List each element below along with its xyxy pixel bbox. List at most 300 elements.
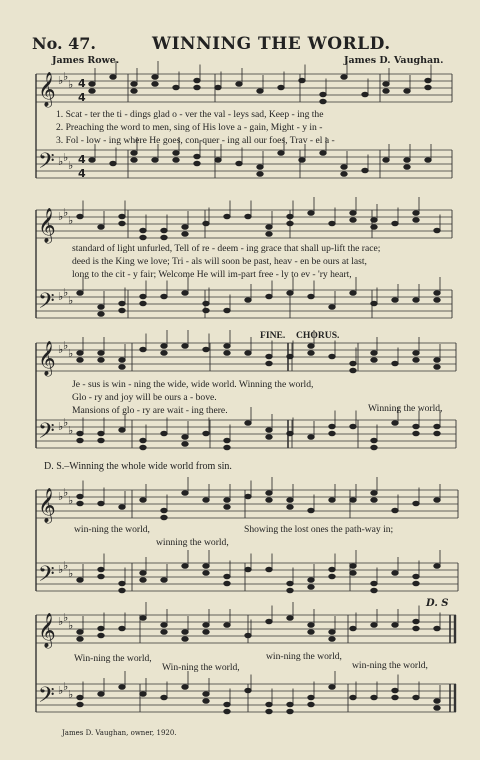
note-head bbox=[287, 431, 294, 436]
note-head bbox=[77, 494, 84, 499]
svg-text:♭: ♭ bbox=[63, 680, 69, 693]
note-head bbox=[203, 308, 210, 313]
svg-text:♭: ♭ bbox=[68, 347, 74, 360]
note-head bbox=[266, 294, 273, 299]
copyright-footer: James D. Vaughan, owner, 1920. bbox=[62, 729, 177, 737]
note-head bbox=[98, 626, 105, 631]
system2-verse3-lyric: long to the cit - y fair; Welcome He will im-part free - ly to ev - 'ry heart, bbox=[72, 269, 352, 280]
note-head bbox=[413, 626, 420, 631]
note-head bbox=[161, 508, 168, 513]
svg-text:♭: ♭ bbox=[63, 151, 69, 164]
note-head bbox=[77, 291, 84, 296]
note-head bbox=[434, 291, 441, 296]
note-head bbox=[404, 165, 411, 170]
note-head bbox=[371, 588, 378, 593]
composer-credit: James D. Vaughan. bbox=[344, 55, 444, 66]
note-head bbox=[98, 574, 105, 579]
note-head bbox=[371, 438, 378, 443]
note-head bbox=[182, 225, 189, 230]
note-head bbox=[434, 298, 441, 303]
svg-text:♭: ♭ bbox=[68, 159, 74, 172]
note-head bbox=[194, 78, 201, 83]
note-head bbox=[413, 218, 420, 223]
note-head bbox=[350, 626, 357, 631]
note-head bbox=[299, 158, 306, 163]
note-head bbox=[119, 221, 126, 226]
note-head bbox=[392, 623, 399, 628]
system5-line2b-lyric: win-ning the world, bbox=[352, 660, 428, 671]
note-head bbox=[140, 616, 147, 621]
svg-text:♭: ♭ bbox=[63, 611, 69, 624]
svg-text:♭: ♭ bbox=[58, 490, 64, 503]
note-head bbox=[434, 498, 441, 503]
bass-clef-icon: 𝄢 bbox=[38, 562, 55, 592]
system1-treble-staff bbox=[36, 74, 452, 102]
note-head bbox=[434, 699, 441, 704]
note-head bbox=[287, 291, 294, 296]
note-head bbox=[140, 294, 147, 299]
note-head bbox=[308, 294, 315, 299]
note-head bbox=[383, 89, 390, 94]
note-head bbox=[413, 581, 420, 586]
note-head bbox=[182, 564, 189, 569]
note-head bbox=[350, 211, 357, 216]
note-head bbox=[173, 158, 180, 163]
note-head bbox=[152, 75, 159, 80]
note-head bbox=[245, 567, 252, 572]
note-head bbox=[89, 158, 96, 163]
note-head bbox=[413, 358, 420, 363]
svg-text:♭: ♭ bbox=[68, 567, 74, 580]
note-head bbox=[77, 358, 84, 363]
note-head bbox=[77, 214, 84, 219]
note-head bbox=[140, 347, 147, 352]
note-head bbox=[329, 685, 336, 690]
svg-text:♭: ♭ bbox=[63, 559, 69, 572]
note-head bbox=[308, 623, 315, 628]
note-head bbox=[98, 431, 105, 436]
note-head bbox=[266, 225, 273, 230]
treble-clef-icon: 𝄞 bbox=[38, 613, 56, 648]
system3-line1-lyric: Je - sus is win - ning the wide, wide world. Winning the world, bbox=[72, 379, 314, 390]
system1-verse3-lyric: 3. Fol - low - ing where He goes, con-quer - ing all our foes, Trav - el a - bbox=[56, 135, 335, 146]
note-head bbox=[350, 218, 357, 223]
note-head bbox=[350, 571, 357, 576]
note-head bbox=[140, 301, 147, 306]
note-head bbox=[140, 235, 147, 240]
note-head bbox=[383, 82, 390, 87]
note-head bbox=[434, 706, 441, 711]
note-head bbox=[224, 445, 231, 450]
note-head bbox=[392, 571, 399, 576]
note-head bbox=[203, 692, 210, 697]
note-head bbox=[215, 85, 222, 90]
note-head bbox=[224, 702, 231, 707]
note-head bbox=[308, 435, 315, 440]
note-head bbox=[98, 312, 105, 317]
note-head bbox=[413, 501, 420, 506]
note-head bbox=[224, 308, 231, 313]
svg-text:4: 4 bbox=[78, 77, 86, 90]
note-head bbox=[161, 344, 168, 349]
note-head bbox=[278, 85, 285, 90]
svg-text:♭: ♭ bbox=[68, 78, 74, 91]
note-head bbox=[350, 361, 357, 366]
note-head bbox=[434, 228, 441, 233]
note-head bbox=[413, 431, 420, 436]
note-head bbox=[341, 75, 348, 80]
svg-text:♭: ♭ bbox=[63, 206, 69, 219]
note-head bbox=[404, 158, 411, 163]
note-head bbox=[371, 491, 378, 496]
note-head bbox=[119, 365, 126, 370]
note-head bbox=[266, 709, 273, 714]
svg-text:♭: ♭ bbox=[58, 290, 64, 303]
note-head bbox=[98, 225, 105, 230]
note-head bbox=[98, 358, 105, 363]
note-head bbox=[236, 82, 243, 87]
note-head bbox=[308, 702, 315, 707]
note-head bbox=[392, 421, 399, 426]
note-head bbox=[224, 214, 231, 219]
note-head bbox=[404, 89, 411, 94]
note-head bbox=[131, 89, 138, 94]
note-head bbox=[287, 702, 294, 707]
note-head bbox=[110, 75, 117, 80]
note-head bbox=[308, 585, 315, 590]
note-head bbox=[77, 578, 84, 583]
note-head bbox=[350, 424, 357, 429]
note-head bbox=[182, 442, 189, 447]
note-head bbox=[350, 564, 357, 569]
svg-text:♭: ♭ bbox=[58, 155, 64, 168]
note-head bbox=[77, 637, 84, 642]
note-head bbox=[77, 501, 84, 506]
note-head bbox=[182, 637, 189, 642]
note-head bbox=[119, 685, 126, 690]
note-head bbox=[203, 431, 210, 436]
fine-marking: FINE. bbox=[260, 330, 286, 341]
note-head bbox=[224, 351, 231, 356]
note-head bbox=[308, 211, 315, 216]
treble-clef-icon: 𝄞 bbox=[38, 208, 56, 243]
note-head bbox=[287, 581, 294, 586]
system4-line2-lyric: winning the world, bbox=[156, 537, 229, 548]
note-head bbox=[287, 505, 294, 510]
note-head bbox=[89, 89, 96, 94]
note-head bbox=[77, 431, 84, 436]
note-head bbox=[98, 438, 105, 443]
note-head bbox=[89, 82, 96, 87]
note-head bbox=[371, 351, 378, 356]
note-head bbox=[329, 424, 336, 429]
note-head bbox=[266, 702, 273, 707]
note-head bbox=[224, 438, 231, 443]
note-head bbox=[131, 82, 138, 87]
note-head bbox=[278, 151, 285, 156]
note-head bbox=[203, 498, 210, 503]
bass-clef-icon: 𝄢 bbox=[38, 149, 55, 179]
note-head bbox=[119, 308, 126, 313]
note-head bbox=[182, 435, 189, 440]
svg-text:♭: ♭ bbox=[63, 339, 69, 352]
note-head bbox=[119, 358, 126, 363]
note-head bbox=[182, 630, 189, 635]
system2-verse2-lyric: deed is the King we love; Tri - als will soon be past, heav - en be ours at last, bbox=[72, 256, 367, 267]
note-head bbox=[119, 588, 126, 593]
note-head bbox=[266, 619, 273, 624]
note-head bbox=[299, 78, 306, 83]
note-head bbox=[224, 574, 231, 579]
note-head bbox=[140, 578, 147, 583]
svg-text:♭: ♭ bbox=[68, 494, 74, 507]
svg-text:♭: ♭ bbox=[58, 684, 64, 697]
note-head bbox=[308, 508, 315, 513]
note-head bbox=[77, 438, 84, 443]
note-head bbox=[140, 498, 147, 503]
svg-text:♭: ♭ bbox=[63, 70, 69, 83]
note-head bbox=[329, 354, 336, 359]
note-head bbox=[341, 172, 348, 177]
note-head bbox=[371, 445, 378, 450]
note-head bbox=[161, 294, 168, 299]
note-head bbox=[308, 344, 315, 349]
note-head bbox=[131, 158, 138, 163]
svg-text:♭: ♭ bbox=[63, 486, 69, 499]
note-head bbox=[308, 630, 315, 635]
note-head bbox=[413, 424, 420, 429]
note-head bbox=[341, 165, 348, 170]
system4-line1-lyric: win-ning the world, bbox=[74, 524, 150, 535]
note-head bbox=[371, 218, 378, 223]
note-head bbox=[371, 581, 378, 586]
system3-line3-lyric: Mansions of glo - ry are wait - ing there. bbox=[72, 405, 228, 416]
svg-text:♭: ♭ bbox=[68, 619, 74, 632]
note-head bbox=[287, 498, 294, 503]
note-head bbox=[392, 688, 399, 693]
note-head bbox=[194, 154, 201, 159]
note-head bbox=[98, 633, 105, 638]
note-head bbox=[392, 508, 399, 513]
note-head bbox=[383, 158, 390, 163]
hymn-number: No. 47. bbox=[32, 34, 96, 53]
svg-text:4: 4 bbox=[78, 91, 86, 104]
note-head bbox=[224, 581, 231, 586]
note-head bbox=[287, 709, 294, 714]
ds-marking: D. S bbox=[426, 598, 449, 609]
svg-text:4: 4 bbox=[78, 167, 86, 180]
note-head bbox=[140, 438, 147, 443]
note-head bbox=[266, 361, 273, 366]
note-head bbox=[287, 221, 294, 226]
note-head bbox=[245, 633, 252, 638]
note-head bbox=[434, 431, 441, 436]
note-head bbox=[287, 616, 294, 621]
system5-line2-lyric: Win-ning the world, bbox=[162, 662, 240, 673]
note-head bbox=[140, 692, 147, 697]
system1-verse1-lyric: 1. Scat - ter the ti - dings glad o - ver the val - leys sad, Keep - ing the bbox=[56, 109, 324, 120]
note-head bbox=[329, 305, 336, 310]
note-head bbox=[152, 158, 159, 163]
note-head bbox=[413, 695, 420, 700]
note-head bbox=[413, 351, 420, 356]
bass-clef-icon: 𝄢 bbox=[38, 289, 55, 319]
note-head bbox=[161, 235, 168, 240]
note-head bbox=[392, 695, 399, 700]
system1-bass-staff bbox=[36, 150, 452, 178]
note-head bbox=[308, 578, 315, 583]
note-head bbox=[266, 232, 273, 237]
system5-line1-lyric: Win-ning the world, bbox=[74, 653, 152, 664]
note-head bbox=[182, 344, 189, 349]
note-head bbox=[287, 354, 294, 359]
svg-text:♭: ♭ bbox=[58, 210, 64, 223]
note-head bbox=[98, 501, 105, 506]
note-head bbox=[203, 630, 210, 635]
note-head bbox=[371, 225, 378, 230]
note-head bbox=[371, 301, 378, 306]
note-head bbox=[329, 637, 336, 642]
note-head bbox=[308, 695, 315, 700]
note-head bbox=[152, 82, 159, 87]
note-head bbox=[371, 695, 378, 700]
note-head bbox=[266, 491, 273, 496]
svg-text:♭: ♭ bbox=[63, 286, 69, 299]
note-head bbox=[77, 695, 84, 700]
note-head bbox=[266, 428, 273, 433]
note-head bbox=[266, 498, 273, 503]
note-head bbox=[245, 421, 252, 426]
note-head bbox=[140, 571, 147, 576]
lyricist-credit: James Rowe. bbox=[52, 55, 120, 66]
note-head bbox=[203, 301, 210, 306]
note-head bbox=[245, 298, 252, 303]
note-head bbox=[425, 78, 432, 83]
note-head bbox=[131, 151, 138, 156]
note-head bbox=[434, 626, 441, 631]
svg-text:♭: ♭ bbox=[58, 563, 64, 576]
note-head bbox=[119, 505, 126, 510]
system2-verse1-lyric: standard of light unfurled, Tell of re - deem - ing grace that shall up-lift the race; bbox=[72, 243, 381, 254]
note-head bbox=[161, 515, 168, 520]
svg-text:♭: ♭ bbox=[68, 424, 74, 437]
note-head bbox=[257, 172, 264, 177]
note-head bbox=[140, 445, 147, 450]
treble-clef-icon: 𝄞 bbox=[38, 72, 56, 107]
note-head bbox=[203, 571, 210, 576]
note-head bbox=[257, 165, 264, 170]
note-head bbox=[413, 211, 420, 216]
note-head bbox=[329, 567, 336, 572]
note-head bbox=[215, 158, 222, 163]
note-head bbox=[98, 567, 105, 572]
note-head bbox=[320, 151, 327, 156]
note-head bbox=[329, 574, 336, 579]
note-head bbox=[77, 630, 84, 635]
note-head bbox=[362, 92, 369, 97]
note-head bbox=[203, 699, 210, 704]
note-head bbox=[161, 695, 168, 700]
note-head bbox=[245, 351, 252, 356]
note-head bbox=[329, 431, 336, 436]
note-head bbox=[371, 623, 378, 628]
system1-verse2-lyric: 2. Preaching the word to men, sing of His love a - gain, Might - y in - bbox=[56, 122, 323, 133]
note-head bbox=[350, 368, 357, 373]
note-head bbox=[203, 221, 210, 226]
note-head bbox=[266, 354, 273, 359]
note-head bbox=[119, 626, 126, 631]
svg-text:♭: ♭ bbox=[68, 688, 74, 701]
note-head bbox=[98, 305, 105, 310]
note-head bbox=[119, 428, 126, 433]
note-head bbox=[140, 228, 147, 233]
svg-text:♭: ♭ bbox=[63, 416, 69, 429]
note-head bbox=[224, 709, 231, 714]
note-head bbox=[119, 214, 126, 219]
note-head bbox=[392, 298, 399, 303]
svg-text:♭: ♭ bbox=[58, 615, 64, 628]
note-head bbox=[98, 692, 105, 697]
note-head bbox=[266, 567, 273, 572]
note-head bbox=[434, 564, 441, 569]
system3-line2-lyric: Glo - ry and joy will be ours a - bove. bbox=[72, 392, 217, 403]
note-head bbox=[362, 168, 369, 173]
note-head bbox=[119, 301, 126, 306]
svg-text:4: 4 bbox=[78, 153, 86, 166]
note-head bbox=[425, 85, 432, 90]
note-head bbox=[287, 214, 294, 219]
note-head bbox=[203, 623, 210, 628]
note-head bbox=[98, 351, 105, 356]
note-head bbox=[392, 221, 399, 226]
note-head bbox=[224, 505, 231, 510]
note-head bbox=[266, 435, 273, 440]
system4-line1b-lyric: Showing the lost ones the path-way in; bbox=[244, 524, 394, 535]
note-head bbox=[434, 365, 441, 370]
note-head bbox=[161, 578, 168, 583]
ds-line: D. S.–Winning the whole wide world from sin. bbox=[44, 461, 232, 472]
note-head bbox=[413, 574, 420, 579]
note-head bbox=[161, 351, 168, 356]
bass-clef-icon: 𝄢 bbox=[38, 683, 55, 713]
note-head bbox=[329, 498, 336, 503]
note-head bbox=[329, 221, 336, 226]
note-head bbox=[224, 623, 231, 628]
note-head bbox=[257, 89, 264, 94]
note-head bbox=[236, 161, 243, 166]
note-head bbox=[173, 85, 180, 90]
note-head bbox=[320, 92, 327, 97]
treble-clef-icon: 𝄞 bbox=[38, 341, 56, 376]
note-head bbox=[350, 498, 357, 503]
note-head bbox=[224, 344, 231, 349]
svg-text:♭: ♭ bbox=[58, 420, 64, 433]
system3-bass-echo-lyric: Winning the world, bbox=[368, 403, 443, 414]
note-head bbox=[182, 291, 189, 296]
note-head bbox=[182, 685, 189, 690]
note-head bbox=[77, 702, 84, 707]
chorus-marking: CHORUS. bbox=[296, 330, 340, 341]
system3-treble-staff bbox=[36, 343, 456, 371]
note-head bbox=[194, 161, 201, 166]
note-head bbox=[245, 494, 252, 499]
hymn-title: WINNING THE WORLD. bbox=[152, 34, 391, 54]
system2-treble-staff bbox=[36, 210, 452, 238]
note-head bbox=[350, 695, 357, 700]
note-head bbox=[308, 351, 315, 356]
note-head bbox=[224, 498, 231, 503]
note-head bbox=[371, 358, 378, 363]
